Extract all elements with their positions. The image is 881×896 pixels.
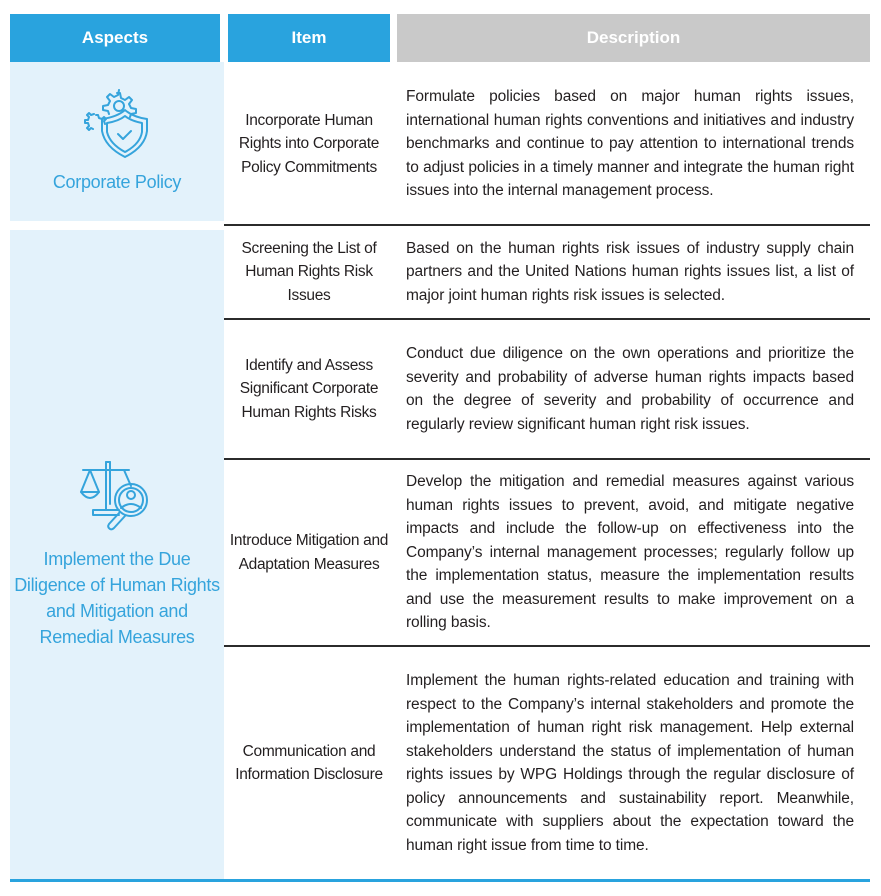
table-row <box>224 64 870 224</box>
header-aspects <box>10 14 220 62</box>
header-item-label: Item <box>291 28 327 47</box>
description-cell: Implement the human rights-related education and training with respect to the Company’s internal stakeholders and promote the implementation of human right risk management. Help external stakeholders understand the status of implementation of human rights issues by WPG Holdings through the regular disclosure of policy announcements and sustainability report. Meanwhile, communicate with suppliers about the expectation toward the human right issue from time to time. <box>406 672 854 854</box>
aspect-cell-corporate-policy <box>10 62 224 221</box>
item-cell: Screening the List of Human Rights Risk Issues <box>241 239 377 304</box>
item-cell: Identify and Assess Significant Corporate Human Rights Risks <box>239 356 379 421</box>
header-description-label: Description <box>586 28 681 47</box>
aspect-label: Implement the Due Diligence of Human Rights and Mitigation and Remedial Measures <box>14 548 220 647</box>
aspect-cell-due-diligence <box>10 230 224 879</box>
table-bottom-border <box>10 879 870 882</box>
table-row <box>224 647 870 879</box>
header-aspects-label: Aspects <box>81 28 149 47</box>
shield-gear-check-icon <box>81 89 153 161</box>
header-description <box>397 14 870 62</box>
item-cell: Incorporate Human Rights into Corporate Policy Commitments <box>238 111 380 176</box>
aspect-label: Corporate Policy <box>52 171 182 192</box>
description-cell: Conduct due diligence on the own operations and prioritize the severity and probability of adverse human rights impacts based on the degree of severity and probability of occurrence and regularly review significant human right risk issues. <box>406 345 854 433</box>
item-cell: Communication and Information Disclosure <box>235 742 383 783</box>
description-cell: Develop the mitigation and remedial measures against various human rights issues to prevent, avoid, and mitigate negative impacts and include the follow-up on effectiveness into the Company’s internal management processes; regularly follow up the implementation status, measure the implementation results and use the measurement results to make improvement on a rolling basis. <box>406 473 854 632</box>
table-row <box>224 320 870 458</box>
scales-magnifier-person-icon <box>79 460 155 536</box>
table-row <box>224 226 870 318</box>
item-cell: Introduce Mitigation and Adaptation Measures <box>229 532 389 573</box>
header-item <box>228 14 390 62</box>
description-cell: Based on the human rights risk issues of industry supply chain partners and the United Nations human rights issues list, a list of major joint human rights risk issues is selected. <box>406 239 854 304</box>
table-row <box>224 460 870 645</box>
description-cell: Formulate policies based on major human rights issues, international human rights conventions and initiatives and industry benchmarks and continue to pay attention to international trends to adjust policies in a timely manner and integrate the human right issues into the internal management process. <box>406 88 854 200</box>
